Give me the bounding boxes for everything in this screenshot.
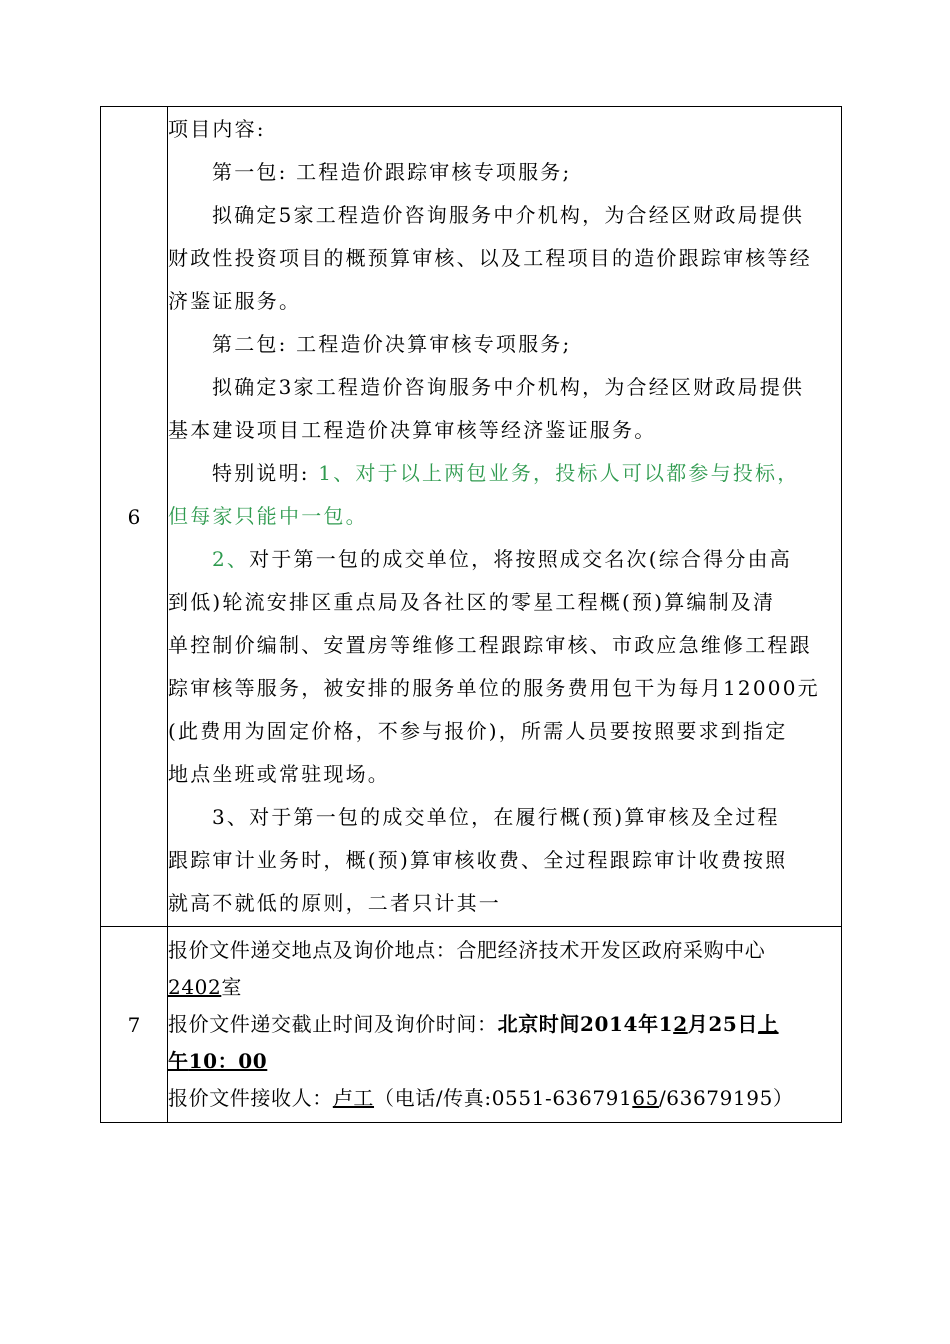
deadline-date-a: 北京时间2014年1 [497,1012,674,1036]
special-note-line1 [168,452,841,495]
submission-location-line1: 报价文件递交地点及询价地点：合肥经济技术开发区政府采购中心 [168,938,766,962]
package-two-desc-line2: 基本建设项目工程造价决算审核等经济鉴证服务。 [168,418,657,442]
special-note-line2: 但每家只能中一包。 [168,504,368,528]
deadline-line2 [168,1043,841,1080]
row-content-7 [168,927,842,1123]
table-row-7 [101,927,842,1123]
special-note-item2-line2: 到低)轮流安排区重点局及各社区的零星工程概(预)算编制及清 [168,590,776,614]
package-one-desc-line3: 济鉴证服务。 [168,289,302,313]
receiver-phone-b: /63679195） [658,1086,794,1110]
special-note-item1: 1、对于以上两包业务，投标人可以都参与投标， [318,461,800,485]
package-one-desc-line1: 拟确定5家工程造价咨询服务中介机构，为合经区财政局提供 [212,203,805,227]
item2-number: 2、 [212,547,250,571]
package-one-desc-line2: 财政性投资项目的概预算审核、以及工程项目的造价跟踪审核等经 [168,246,812,270]
deadline-time: 10：00 [188,1049,268,1073]
item2-text: 对于第一包的成交单位，将按照成交名次(综合得分由高 [249,547,792,571]
room-number: 2402 [168,975,222,999]
special-note-item2-line4: 踪审核等服务，被安排的服务单位的服务费用包干为每月12000元 [168,676,820,700]
receiver-name: 卢工 [332,1086,375,1110]
info-table [100,106,842,1123]
deadline-date-u2: 上 [757,1012,779,1036]
table-row-6 [101,107,842,927]
row-number-7: 7 [101,927,168,1123]
special-note-item2-line5: (此费用为固定价格，不参与报价)，所需人员要按照要求到指定 [168,719,788,743]
receiver-label: 报价文件接收人： [168,1086,333,1110]
special-note-item2-line3: 单控制价编制、安置房等维修工程跟踪审核、市政应急维修工程跟 [168,633,812,657]
special-note-item2-line6: 地点坐班或常驻现场。 [168,762,390,786]
room-suffix: 室 [221,975,242,999]
package-one-title: 第一包: 工程造价跟踪审核专项服务; [212,160,572,184]
deadline-date-u: 2 [673,1012,688,1036]
package-two-title: 第二包: 工程造价决算审核专项服务; [212,332,572,356]
deadline-date-b: 月25日 [687,1012,758,1036]
special-note-item3-line2: 跟踪审计业务时，概(预)算审核收费、全过程跟踪审计收费按照 [168,848,788,872]
special-note-item2-line1 [168,538,841,581]
receiver-line [168,1080,841,1117]
deadline-line1 [168,1006,841,1043]
row-number-6: 6 [101,107,168,927]
special-note-item3-line3: 就高不就低的原则，二者只计其一 [168,891,501,915]
row-content-6 [168,107,842,927]
submission-location-line2 [168,969,841,1006]
package-two-desc-line1: 拟确定3家工程造价咨询服务中介机构，为合经区财政局提供 [212,375,805,399]
deadline-label: 报价文件递交截止时间及询价时间： [168,1012,498,1036]
receiver-phone-u: 65 [632,1086,659,1110]
receiver-phone-a: （电话/传真:0551-636791 [374,1086,633,1110]
special-note-label: 特别说明: [212,461,319,485]
project-content-heading: 项目内容: [168,117,266,141]
special-note-item3-line1: 3、对于第一包的成交单位，在履行概(预)算审核及全过程 [212,805,780,829]
deadline-time-a: 午 [168,1049,189,1073]
